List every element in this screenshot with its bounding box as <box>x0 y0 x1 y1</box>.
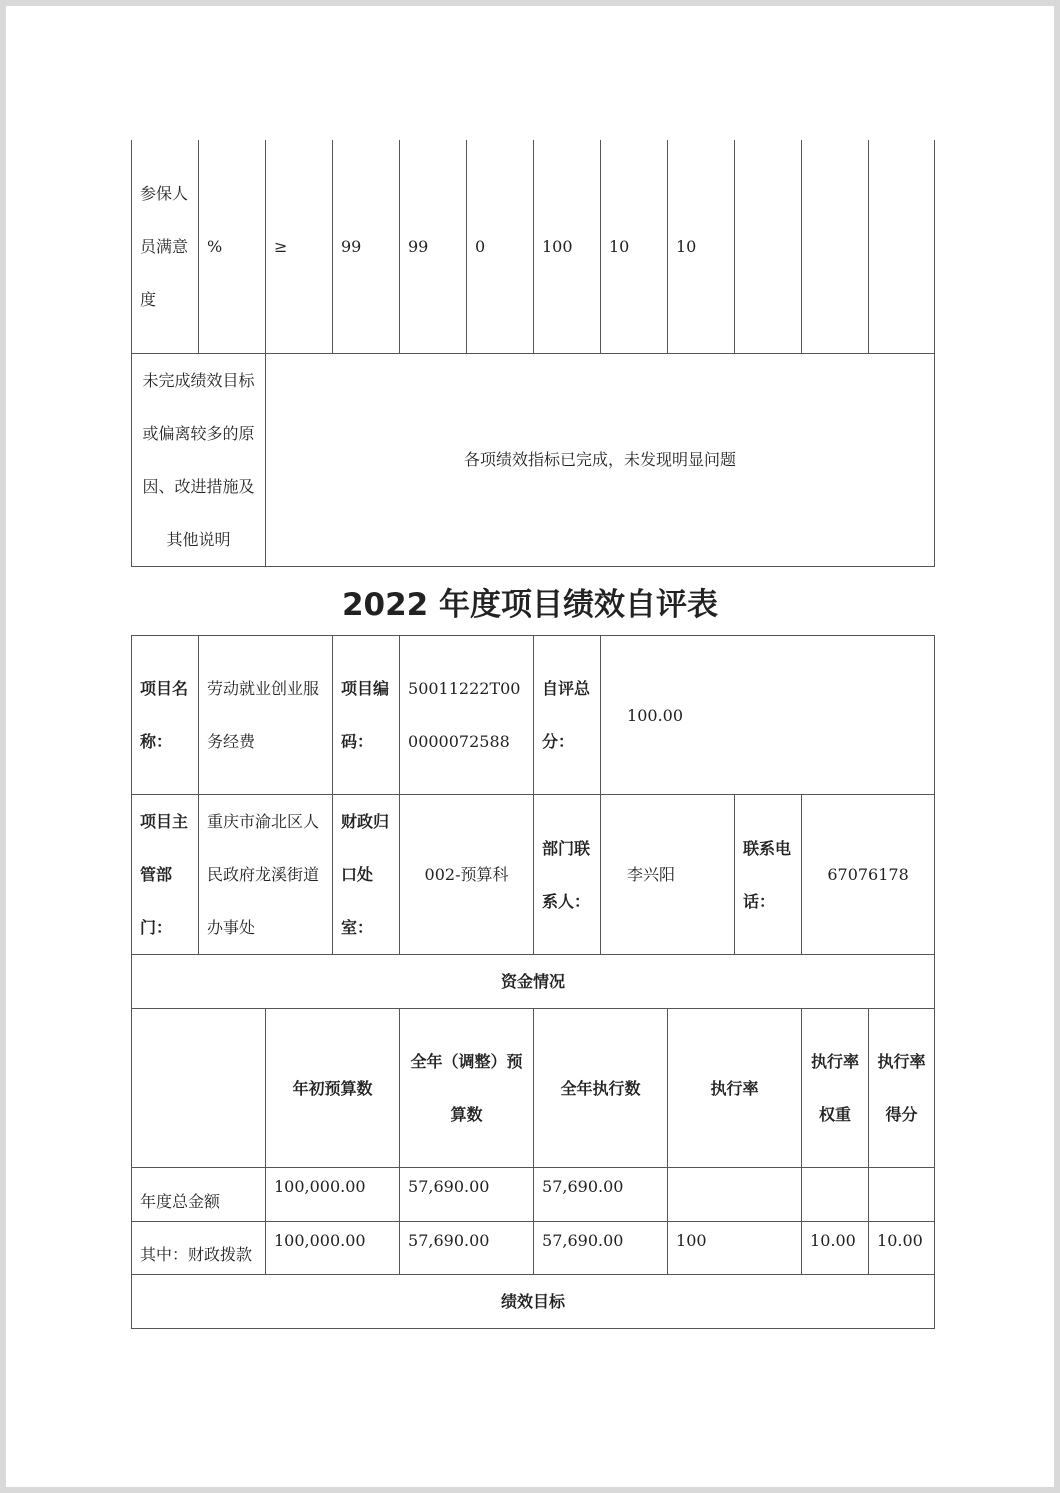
indicator-score: 10 <box>668 140 735 353</box>
executed-value: 57,690.00 <box>534 1168 668 1222</box>
project-name-label: 项目名称： <box>132 636 199 795</box>
contact-label: 部门联系人： <box>534 795 601 955</box>
initial-budget-value: 100,000.00 <box>266 1222 400 1275</box>
indicator-unit: % <box>199 140 266 353</box>
self-score-value: 100.00 <box>601 636 935 795</box>
phone-label: 联系电话： <box>735 795 802 955</box>
note-row <box>132 353 935 566</box>
empty-cell <box>802 140 869 353</box>
indicator-deviation: 0 <box>467 140 534 353</box>
funds-row-label: 其中：财政拨款 <box>132 1222 266 1275</box>
indicator-actual: 99 <box>400 140 467 353</box>
exec-rate-value <box>668 1168 802 1222</box>
rate-weight-value: 10.00 <box>802 1222 869 1275</box>
form-title: 2022 年度项目绩效自评表 <box>341 587 719 623</box>
indicator-rate: 100 <box>534 140 601 353</box>
empty-cell <box>735 140 802 353</box>
note-label: 未完成绩效目标或偏离较多的原因、改进措施及其他说明 <box>132 353 266 566</box>
funds-heading-row <box>132 955 935 1009</box>
header-adjusted-budget: 全年（调整）预算数 <box>400 1009 534 1168</box>
header-initial-budget: 年初预算数 <box>266 1009 400 1168</box>
rate-score-value: 10.00 <box>869 1222 935 1275</box>
project-code-label: 项目编码： <box>333 636 400 795</box>
contact-value: 李兴阳 <box>601 795 735 955</box>
funds-header-row <box>132 1009 935 1168</box>
empty-cell <box>869 140 935 353</box>
finance-office-label: 财政归口处室： <box>333 795 400 955</box>
empty-header-cell <box>132 1009 266 1168</box>
indicator-weight: 10 <box>601 140 668 353</box>
self-score-label: 自评总分： <box>534 636 601 795</box>
project-info-row <box>132 636 935 795</box>
indicator-row <box>132 140 935 353</box>
indicator-operator: ≥ <box>266 140 333 353</box>
indicator-name: 参保人员满意度 <box>132 140 199 353</box>
funds-row-total <box>132 1168 935 1222</box>
dept-label: 项目主管部门： <box>132 795 199 955</box>
goals-heading-row <box>132 1275 935 1329</box>
project-code-value: 50011222T000000072588 <box>400 636 534 795</box>
header-exec-rate: 执行率 <box>668 1009 802 1168</box>
funds-row-label: 年度总金额 <box>132 1168 266 1222</box>
rate-score-value <box>869 1168 935 1222</box>
rate-weight-value <box>802 1168 869 1222</box>
indicator-target: 99 <box>333 140 400 353</box>
initial-budget-value: 100,000.00 <box>266 1168 400 1222</box>
document-page <box>6 6 1054 1487</box>
header-rate-weight: 执行率权重 <box>802 1009 869 1168</box>
department-row <box>132 795 935 955</box>
indicator-table-continued <box>131 140 935 567</box>
funds-row-fiscal <box>132 1222 935 1275</box>
project-name-value: 劳动就业创业服务经费 <box>199 636 333 795</box>
dept-value: 重庆市渝北区人民政府龙溪街道办事处 <box>199 795 333 955</box>
funds-heading: 资金情况 <box>132 955 935 1009</box>
executed-value: 57,690.00 <box>534 1222 668 1275</box>
header-executed: 全年执行数 <box>534 1009 668 1168</box>
adjusted-budget-value: 57,690.00 <box>400 1222 534 1275</box>
goals-heading: 绩效目标 <box>132 1275 935 1329</box>
phone-value: 67076178 <box>802 795 935 955</box>
self-evaluation-table <box>131 635 935 1329</box>
note-value: 各项绩效指标已完成，未发现明显问题 <box>266 353 935 566</box>
header-rate-score: 执行率得分 <box>869 1009 935 1168</box>
adjusted-budget-value: 57,690.00 <box>400 1168 534 1222</box>
finance-office-value: 002-预算科 <box>400 795 534 955</box>
exec-rate-value: 100 <box>668 1222 802 1275</box>
